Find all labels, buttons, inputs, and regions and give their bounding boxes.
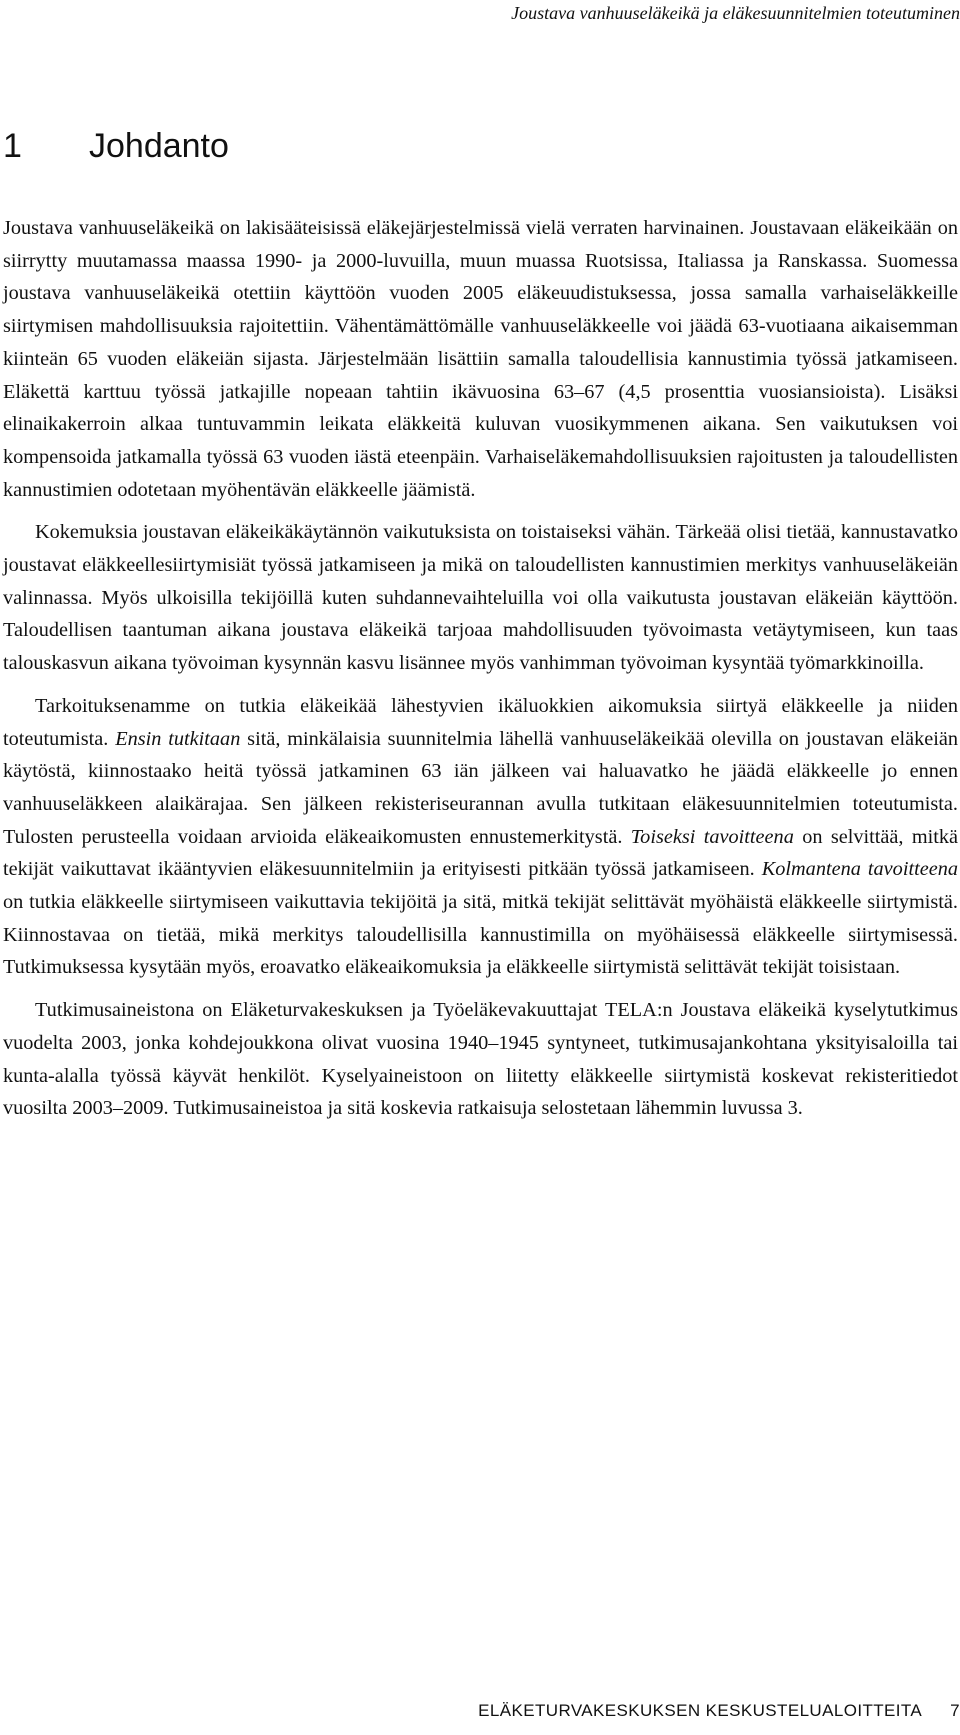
paragraph-4: Tutkimusaineistona on Eläketurvakeskuksen ja Työeläkevakuuttajat TELA:n Joustava eläkeikä kyselytutkimus vuodelta 2003, jonka kohdejoukkona olivat vuosina 1940–1945 syntyneet, tutkimusajankohtana yksityisaloilla tai kunta-alalla työssä käyvät henkilöt. Kyselyaineistoon on liitetty eläkkeelle siirtymistä koskevat rekisteritiedot vuosilta 2003–2009. Tutkimusaineistoa ja sitä koskevia ratkaisuja selostetaan lähemmin luvussa 3. [3,999,958,1120]
running-header: Joustava vanhuuseläkeikä ja eläkesuunnitelmien toteutuminen [511,3,960,23]
chapter-number: 1 [3,127,22,165]
chapter-heading [3,126,229,166]
emphasis-third-aim: Kolmantena tavoitteena [761,858,959,881]
paragraph-3-text-b: sitä, minkälaisia suunnitelmia lähellä vanhuuseläkeikää olevilla on joustavan eläkeiän käytöstä, kiinnostaako heitä työssä jatkaminen 63 iän jälkeen vai haluavatko he jäädä eläkkeelle jo ennen vanhuuseläkkeen alaikärajaa. Sen jälkeen rekisteriseurannan avulla tutkitaan eläkesuunnitelmien toteutumista. Tulosten perusteella voidaan arvioida eläkeaikomusten ennustemerkitystä. [3,727,959,848]
paragraph-3 [3,690,958,984]
emphasis-second-aim: Toiseksi tavoitteena [630,825,794,848]
chapter-title: Johdanto [89,127,229,165]
page-number: 7 [950,1701,960,1720]
paragraph-3-text-d: on tutkia eläkkeelle siirtymiseen vaikuttavia tekijöitä ja sitä, mitkä tekijät selittävät myöhäistä eläkkeelle siirtymistä. Kiinnostavaa on tietää, mikä merkitys taloudellisilla kannustimilla on myöhäisessä eläkkeelle siirtymisessä. Tutkimuksessa kysytään myös, eroavatko eläkeaikomuksia ja eläkkeelle siirtymistä selittävät tekijät toisistaan. [3,891,958,979]
emphasis-first-aim: Ensin tutkitaan [115,727,241,750]
paragraph-1: Joustava vanhuuseläkeikä on lakisääteisissä eläkejärjestelmissä vielä verraten harvinainen. Joustavaan eläkeikään on siirrytty muutamassa maassa 1990- ja 2000-luvuilla, muun muassa Ruotsissa, Italiassa ja Ranskassa. Suomessa joustava vanhuuseläkeikä otettiin käyttöön vuoden 2005 eläkeuudistuksessa, jossa samalla varhaiseläkkeille siirtymisen mahdollisuuksia rajoitettiin. Vähentämättömälle vanhuuseläkkeelle voi jäädä 63-vuotiaana aikaisemman kiinteän 65 vuoden eläkeiän sijasta. Järjestelmään lisättiin samalla taloudellisia kannustimia työssä jatkamiseen. Eläkettä karttuu työssä jatkajille nopeaan tahtiin ikävuosina 63–67 (4,5 prosenttia vuosiansioista). Lisäksi elinaikakerroin alkaa tuntuvammin leikata eläkkeitä kuluvan vuosikymmenen aikana. Sen vaikutuksen voi kompensoida jatkamalla työssä 63 vuoden iästä eteenpäin. Varhaiseläkemahdollisuuksien rajoitusten ja taloudellisten kannustimien odotetaan myöhentävän eläkkeelle jäämistä. [3,217,958,501]
paragraph-2: Kokemuksia joustavan eläkeikäkäytännön vaikutuksista on toistaiseksi vähän. Tärkeää olisi tietää, kannustavatko joustavat eläkkeellesiirtymisiät työssä jatkamiseen ja mikä on taloudellisten kannustimien merkitys vanhuuseläkeiän valinnassa. Myös ulkoisilla tekijöillä kuten suhdannevaihteluilla voi olla vaikutusta joustavan eläkeiän käyttöön. Taloudellisen taantuman aikana joustava eläkeikä tarjoaa mahdollisuuden työvoimasta vetäytymiseen, kun taas talouskasvun aikana työvoiman kysynnän kasvu lisännee myös vanhimman työvoiman kysyntää työmarkkinoilla. [3,521,958,675]
running-footer [478,1700,960,1722]
body-text [3,212,958,1125]
footer-series-name: ELÄKETURVAKESKUKSEN KESKUSTELUALOITTEITA [478,1701,923,1720]
paragraph-3-text-c: on selvittää, mitkä tekijät vaikuttavat ikääntyvien eläkesuunnitelmiin ja erityisesti pitkään työssä jatkamiseen. [3,825,959,881]
paragraph-3-text-a: Tarkoituksenamme on tutkia eläkeikää lähestyvien ikäluokkien aikomuksia siirtyä eläkkeelle ja niiden toteutumista. [3,694,958,750]
